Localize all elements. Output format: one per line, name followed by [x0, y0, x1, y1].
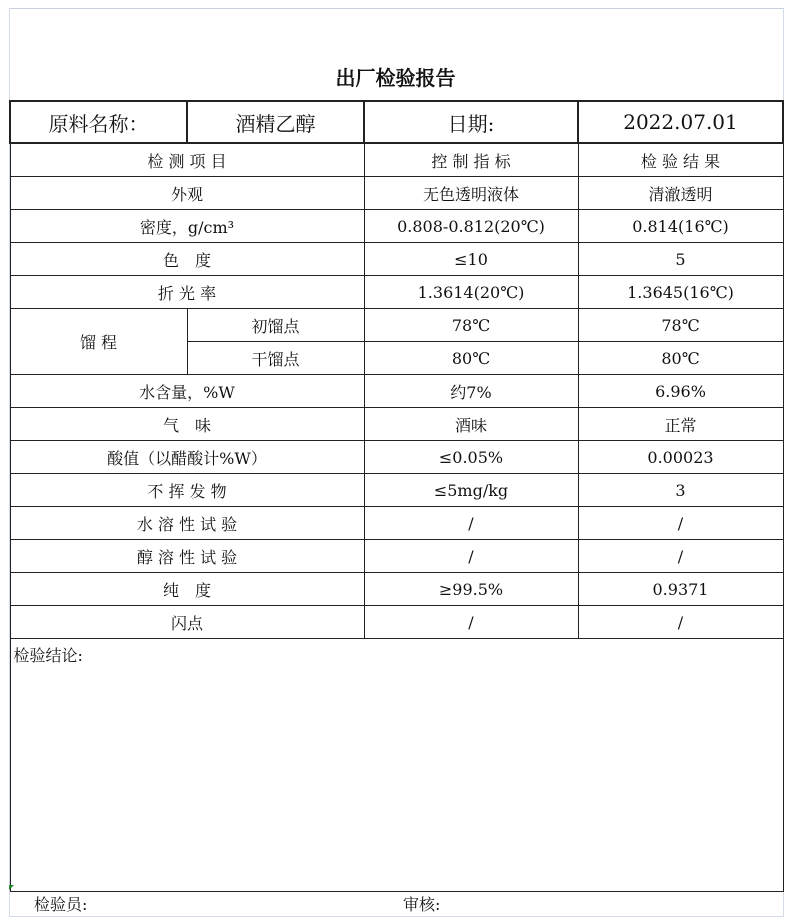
spec-cell[interactable]: 1.3614(20℃) — [364, 276, 578, 309]
result-cell[interactable]: 6.96% — [578, 375, 783, 408]
item-cell[interactable]: 酸值（以醋酸计%W） — [10, 441, 364, 474]
item-cell[interactable]: 外观 — [10, 177, 364, 210]
spec-cell[interactable]: 80℃ — [364, 342, 578, 375]
item-cell[interactable]: 密度，g/cm³ — [10, 210, 364, 243]
spec-cell[interactable]: 约7% — [364, 375, 578, 408]
item-cell[interactable]: 水含量，%W — [10, 375, 364, 408]
item-cell[interactable]: 水 溶 性 试 验 — [10, 507, 364, 540]
table-row — [10, 540, 783, 573]
spec-cell[interactable]: ≤0.05% — [364, 441, 578, 474]
conclusion-row — [10, 639, 783, 892]
result-cell[interactable]: / — [578, 507, 783, 540]
table-row — [10, 441, 783, 474]
table-row — [10, 573, 783, 606]
table-row — [10, 375, 783, 408]
item-cell[interactable]: 不 挥 发 物 — [10, 474, 364, 507]
spec-cell[interactable]: ≤10 — [364, 243, 578, 276]
cell-comment-marker — [9, 885, 14, 890]
item-cell[interactable]: 折 光 率 — [10, 276, 364, 309]
date-label: 日期: — [364, 101, 578, 143]
item-cell[interactable]: 干馏点 — [187, 342, 364, 375]
result-cell[interactable]: 78℃ — [578, 309, 783, 342]
result-cell[interactable]: 0.00023 — [578, 441, 783, 474]
spec-cell[interactable]: / — [364, 507, 578, 540]
report-title: 出厂检验报告 — [335, 66, 456, 90]
item-cell[interactable]: 闪点 — [10, 606, 364, 639]
result-cell[interactable]: 0.9371 — [578, 573, 783, 606]
result-cell[interactable]: 0.814(16℃) — [578, 210, 783, 243]
inspector-label: 检验员: — [34, 895, 88, 914]
conclusion-cell[interactable]: 检验结论: — [10, 639, 783, 892]
item-cell[interactable]: 初馏点 — [187, 309, 364, 342]
table-row — [10, 474, 783, 507]
column-header-row — [10, 143, 783, 177]
table-row — [10, 507, 783, 540]
result-cell[interactable]: / — [578, 606, 783, 639]
table-row — [10, 210, 783, 243]
table-row — [10, 309, 783, 342]
date-value[interactable]: 2022.07.01 — [578, 101, 783, 143]
result-cell[interactable]: 5 — [578, 243, 783, 276]
inspection-table — [9, 100, 784, 892]
spec-cell[interactable]: / — [364, 606, 578, 639]
table-row — [10, 606, 783, 639]
spec-cell[interactable]: 78℃ — [364, 309, 578, 342]
spec-cell[interactable]: 酒味 — [364, 408, 578, 441]
result-cell[interactable]: 80℃ — [578, 342, 783, 375]
material-value[interactable]: 酒精乙醇 — [187, 101, 364, 143]
item-cell[interactable]: 纯 度 — [10, 573, 364, 606]
item-cell[interactable]: 醇 溶 性 试 验 — [10, 540, 364, 573]
result-cell[interactable]: 3 — [578, 474, 783, 507]
result-cell[interactable]: 清澈透明 — [578, 177, 783, 210]
result-cell[interactable]: / — [578, 540, 783, 573]
table-row — [10, 243, 783, 276]
group-cell[interactable]: 馏 程 — [10, 309, 187, 375]
spec-cell[interactable]: 0.808-0.812(20℃) — [364, 210, 578, 243]
result-cell[interactable]: 正常 — [578, 408, 783, 441]
item-cell[interactable]: 气 味 — [10, 408, 364, 441]
table-row — [10, 408, 783, 441]
spec-cell[interactable]: 无色透明液体 — [364, 177, 578, 210]
spec-cell[interactable]: ≤5mg/kg — [364, 474, 578, 507]
col-spec: 控 制 指 标 — [364, 143, 578, 177]
table-row — [10, 177, 783, 210]
table-row — [10, 276, 783, 309]
spec-cell[interactable]: / — [364, 540, 578, 573]
item-cell[interactable]: 色 度 — [10, 243, 364, 276]
col-result: 检 验 结 果 — [578, 143, 783, 177]
spec-cell[interactable]: ≥99.5% — [364, 573, 578, 606]
result-cell[interactable]: 1.3645(16℃) — [578, 276, 783, 309]
material-label: 原料名称： — [10, 101, 187, 143]
col-item: 检 测 项 目 — [10, 143, 364, 177]
reviewer-label: 审核: — [403, 895, 441, 914]
header-row — [10, 101, 783, 143]
